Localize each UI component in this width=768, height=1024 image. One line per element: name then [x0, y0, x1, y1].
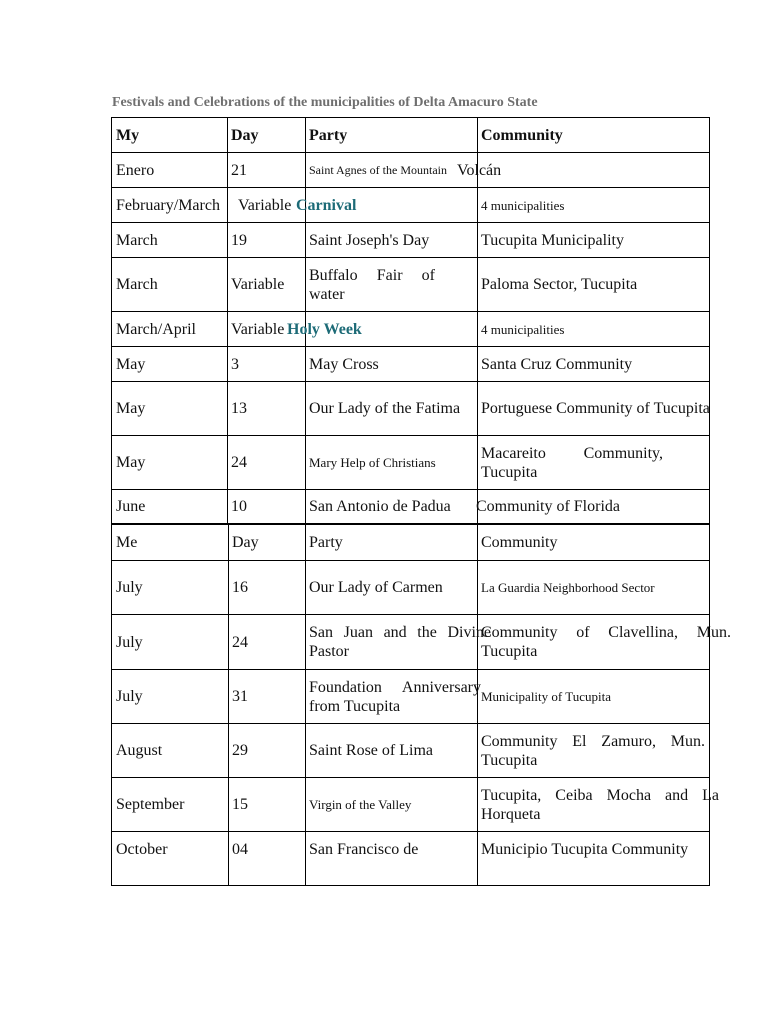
cell-party: Our Lady of Carmen [309, 579, 443, 596]
cell-day: 16 [232, 579, 248, 596]
cell-day: 31 [232, 688, 248, 705]
cell-day: 29 [232, 742, 248, 759]
column-header-month: My [116, 126, 140, 144]
cell-day: 04 [232, 841, 248, 858]
document-title: Festivals and Celebrations of the municipalities of Delta Amacuro State [112, 95, 538, 110]
cell-party: Buffalo Fair of water [309, 266, 435, 303]
column-header-month: Me [116, 534, 138, 551]
cell-party: San Francisco de [309, 841, 419, 858]
cell-day: 10 [231, 498, 247, 515]
cell-party: San Antonio de Padua [309, 498, 451, 515]
cell-community: Municipio Tucupita Community [481, 841, 689, 858]
cell-day: Variable [238, 196, 292, 214]
cell-day: 21 [231, 161, 247, 179]
cell-month: October [116, 841, 168, 858]
cell-community: Paloma Sector, Tucupita [481, 276, 638, 293]
cell-party: Our Lady of the Fatima [309, 400, 461, 417]
cell-community: Volcán [457, 161, 502, 179]
column-header-party: Party [309, 126, 348, 144]
cell-community: 4 municipalities [481, 321, 565, 337]
cell-month: May [116, 400, 146, 417]
cell-day: 19 [231, 231, 247, 249]
cell-community: La Guardia Neighborhood Sector [481, 580, 655, 595]
cell-month: August [116, 742, 163, 759]
column-header-community: Community [481, 126, 563, 144]
cell-month: July [116, 688, 143, 705]
cell-month: July [116, 579, 143, 596]
cell-day: 24 [231, 454, 247, 471]
cell-month: September [116, 796, 185, 813]
column-divider [709, 117, 710, 886]
cell-month: March/April [116, 320, 196, 338]
cell-month: Enero [116, 161, 155, 179]
cell-party: Carnival [296, 196, 357, 214]
cell-community: Community El Zamuro, Mun. Tucupita [481, 732, 705, 769]
cell-day: 13 [231, 400, 247, 417]
cell-party: Saint Rose of Lima [309, 742, 433, 759]
cell-party: San Juan and the Divine Pastor [309, 624, 491, 660]
cell-community: Community of Clavellina, Mun. Tucupita [481, 624, 731, 660]
cell-month: July [116, 633, 143, 651]
cell-month: March [116, 231, 158, 249]
cell-month: May [116, 355, 146, 373]
column-header-day: Day [231, 126, 259, 144]
cell-party: Saint Joseph's Day [309, 231, 430, 249]
cell-party: May Cross [309, 355, 379, 373]
column-header-day: Day [232, 534, 259, 551]
cell-community: Tucupita, Ceiba Mocha and La Horqueta [481, 786, 719, 823]
cell-community: Santa Cruz Community [481, 355, 633, 373]
cell-day: Variable [231, 276, 285, 293]
cell-day: 24 [232, 633, 248, 651]
cell-month: June [116, 498, 146, 515]
column-header-community: Community [481, 534, 558, 551]
cell-month: May [116, 454, 146, 471]
cell-party: Saint Agnes of the Mountain [309, 162, 447, 177]
cell-community: 4 municipalities [481, 197, 565, 213]
cell-party: Foundation Anniversary from Tucupita [309, 678, 481, 715]
cell-community: Tucupita Municipality [481, 231, 624, 249]
row-divider [111, 885, 710, 886]
cell-month: March [116, 276, 158, 293]
cell-party: Mary Help of Christians [309, 455, 436, 470]
cell-community: Macareito Community, Tucupita [481, 444, 663, 481]
cell-community: Portuguese Community of Tucupita [481, 400, 710, 417]
cell-party: Holy Week [287, 320, 362, 338]
cell-party: Virgin of the Valley [309, 797, 412, 812]
cell-month: February/March [116, 196, 220, 214]
cell-community: Community of Florida [476, 498, 620, 515]
column-header-party: Party [309, 534, 343, 551]
cell-community: Municipality of Tucupita [481, 689, 611, 704]
cell-day: 15 [232, 796, 248, 813]
cell-day: 3 [231, 355, 239, 373]
cell-day: Variable [231, 320, 285, 338]
